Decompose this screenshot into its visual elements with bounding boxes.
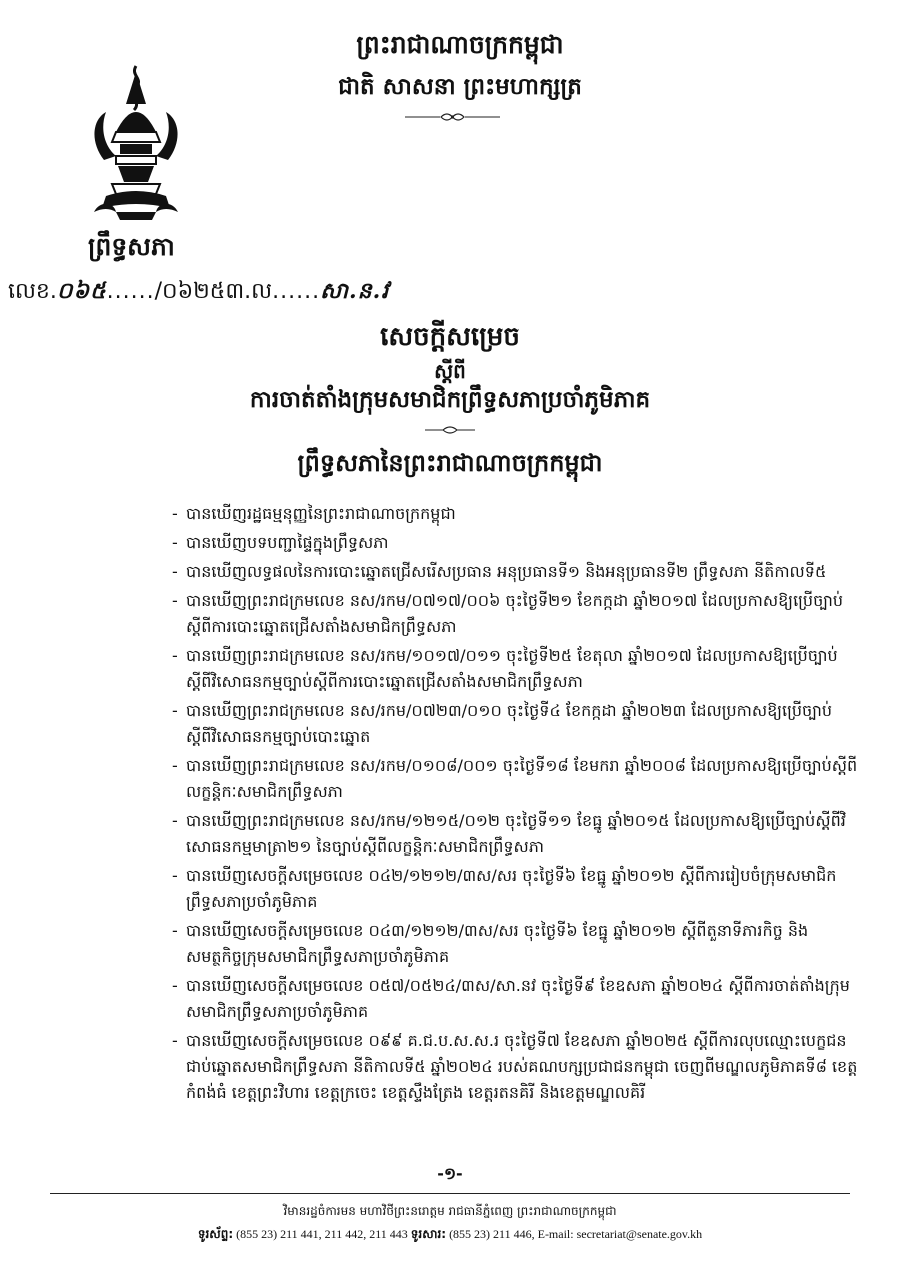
national-motto: ជាតិ សាសនា ព្រះមហាក្សត្រ <box>338 74 582 100</box>
consideration-item: - បានឃើញសេចក្តីសម្រេចលេខ ០៤២/១២១២/៣ស/សរ ចុះថ្ងៃទី៦ ខែធ្នូ ឆ្នាំ២០១២ ស្តីពីការរៀបចំក្រុមសមាជិកព្រឹទ្ធសភាប្រចាំភូមិភាគ <box>172 863 862 915</box>
fax-and-email: (855 23) 211 446, E-mail: secretariat@senate.gov.kh <box>449 1227 703 1241</box>
decision-subject: ការចាត់តាំងក្រុមសមាជិកព្រឹទ្ធសភាប្រចាំភូមិភាគ <box>249 387 651 413</box>
phone-label: ទូរស័ព្ទ: <box>197 1227 234 1241</box>
consideration-item: - បានឃើញសេចក្តីសម្រេចលេខ ០៤៣/១២១២/៣ស/សរ ចុះថ្ងៃទី៦ ខែធ្នូ ឆ្នាំ២០១២ ស្តីពីតួនាទីភារកិច្ច និងសមត្ថកិច្ចក្រុមសមាជិកព្រឹទ្ធសភាប្រចាំភូមិភាគ <box>172 918 862 970</box>
footer-address: វិមានរដ្ឋចំការមន មហាវិថីព្រះនរោត្តម រាជធានីភ្នំពេញ ព្រះរាជាណាចក្រកម្ពុជា <box>283 1204 617 1218</box>
reference-number <box>8 277 389 309</box>
phone-numbers: (855 23) 211 441, 211 442, 211 443 <box>236 1227 408 1241</box>
considerations-list <box>172 501 862 1109</box>
fax-label: ទូរសារ: <box>410 1227 447 1241</box>
consideration-item: - បានឃើញបទបញ្ជាផ្ទៃក្នុងព្រឹទ្ធសភា <box>172 530 862 556</box>
footer-contact <box>60 1226 840 1244</box>
reference-dots: ...... <box>106 279 155 304</box>
decision-title: សេចក្តីសម្រេច <box>380 322 520 352</box>
issuing-authority: ព្រឹទ្ធសភានៃព្រះរាជាណាចក្រកម្ពុជា <box>297 449 603 477</box>
consideration-item: - បានឃើញព្រះរាជក្រមលេខ នស/រកម/០១០៨/០០១ ចុះថ្ងៃទី១៨ ខែមករា ឆ្នាំ២០០៨ ដែលប្រកាសឱ្យប្រើច្បាប់ស្តីពីលក្ខន្តិកៈសមាជិកព្រឹទ្ធសភា <box>172 753 862 805</box>
footer-divider <box>50 1193 850 1194</box>
royal-emblem-icon <box>86 62 186 222</box>
consideration-item: - បានឃើញព្រះរាជក្រមលេខ នស/រកម/១០១៧/០១១ ចុះថ្ងៃទី២៥ ខែតុលា ឆ្នាំ២០១៧ ដែលប្រកាសឱ្យប្រើច្បាប់ស្តីពីវិសោធនកម្មច្បាប់ស្តីពីការបោះឆ្នោតជ្រើសតាំងសមាជិកព្រឹទ្ធសភា <box>172 643 862 695</box>
consideration-item: - បានឃើញព្រះរាជក្រមលេខ នស/រកម/១២១៥/០១២ ចុះថ្ងៃទី១១ ខែធ្នូ ឆ្នាំ២០១៥ ដែលប្រកាសឱ្យប្រើច្បាប់ស្តីពីវិសោធនកម្មមាត្រា២១ នៃច្បាប់ស្តីពីលក្ខន្តិកៈសមាជិកព្រឹទ្ធសភា <box>172 808 862 860</box>
consideration-item: - បានឃើញព្រះរាជក្រមលេខ នស/រកម/០៧២៣/០១០ ចុះថ្ងៃទី៤ ខែកក្កដា ឆ្នាំ២០២៣ ដែលប្រកាសឱ្យប្រើច្បាប់ស្តីពីវិសោធនកម្មច្បាប់បោះឆ្នោត <box>172 698 862 750</box>
consideration-item: - បានឃើញរដ្ឋធម្មនុញ្ញនៃព្រះរាជាណាចក្រកម្ពុជា <box>172 501 862 527</box>
decision-about-label: ស្តីពី <box>434 359 466 383</box>
ornament-divider-icon <box>405 110 500 124</box>
consideration-item: - បានឃើញសេចក្តីសម្រេចលេខ ០៩៩ គ.ជ.ប.ស.ស.រ ចុះថ្ងៃទី៧ ខែឧសភា ឆ្នាំ២០២៥ ស្តីពីការលុបឈ្មោះបេក្ខជនជាប់ឆ្នោតសមាជិកព្រឹទ្ធសភា នីតិកាលទី៥ ឆ្នាំ២០២៤ របស់គណបក្សប្រជាជនកម្ពុជា ចេញពីមណ្ឌលភូមិភាគទី៨ ខេត្តកំពង់ធំ ខេត្តព្រះវិហារ ខេត្តក្រចេះ ខេត្តស្ទឹងត្រែង ខេត្តរតនគិរី និងខេត្តមណ្ឌលគិរី <box>172 1028 862 1106</box>
reference-dots: ...... <box>272 279 321 304</box>
institution-name: ព្រឹទ្ធសភា <box>88 232 175 261</box>
consideration-item: - បានឃើញព្រះរាជក្រមលេខ នស/រកម/០៧១៧/០០៦ ចុះថ្ងៃទី២១ ខែកក្កដា ឆ្នាំ២០១៧ ដែលប្រកាសឱ្យប្រើច្បាប់ស្តីពីការបោះឆ្នោតជ្រើសតាំងសមាជិកព្រឹទ្ធសភា <box>172 588 862 640</box>
kingdom-title: ព្រះរាជាណាចក្រកម្ពុជា <box>356 30 564 59</box>
page-number: -១- <box>437 1164 463 1183</box>
consideration-item: - បានឃើញសេចក្តីសម្រេចលេខ ០៥៧/០៥២៤/៣ស/សា.នវ ចុះថ្ងៃទី៩ ខែឧសភា ឆ្នាំ២០២៤ ស្តីពីការចាត់តាំងក្រុមសមាជិកព្រឹទ្ធសភាប្រចាំភូមិភាគ <box>172 973 862 1025</box>
ornament-divider-icon <box>425 424 475 436</box>
reference-prefix: លេខ. <box>8 279 57 304</box>
reference-handwritten-code: សា.ន.វ <box>320 278 390 304</box>
reference-handwritten-number: ០៦៥ <box>56 278 107 304</box>
consideration-item: - បានឃើញលទ្ធផលនៃការបោះឆ្នោតជ្រើសរើសប្រធាន អនុប្រធានទី១ និងអនុប្រធានទី២ ព្រឹទ្ធសភា នីតិកាលទី៥ <box>172 559 862 585</box>
reference-printed-code: /០៦២៥៣.ល <box>154 279 273 304</box>
